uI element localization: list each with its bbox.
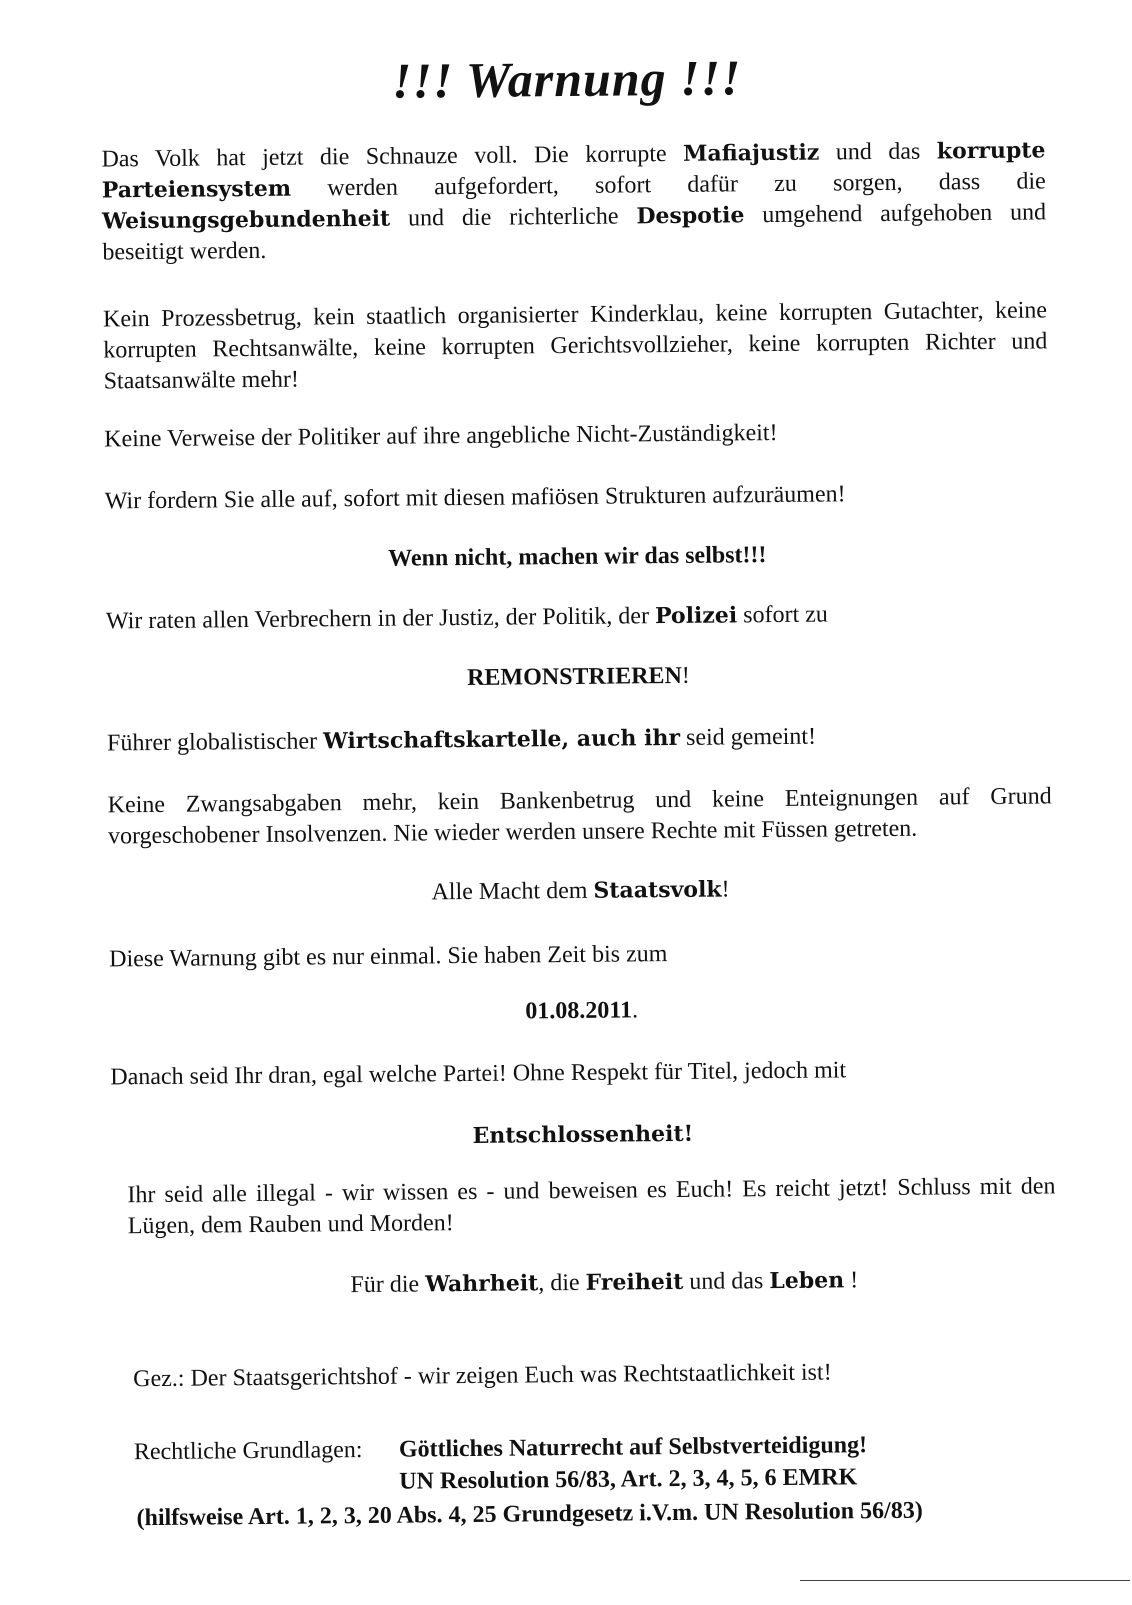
text: Für die [350,1271,426,1299]
signature-line: Gez.: Der Staatsgerichtshof - wir zeigen Euch was Rechtstaatlichkeit ist! [133,1359,832,1393]
paragraph-no-corruption: Kein Prozessbetrug, kein staatlich organisierter Kinderklau, keine korrupten Gutachter, keine korrupten Rechtsanwälte, keine korrupten Gerichtsvollzieher, keine korrupten Richter und Staatsanwälte mehr! [102,297,1048,395]
bold-text: Staatsvolk [593,876,722,904]
paragraph-deadline-intro: Diese Warnung gibt es nur einmal. Sie haben Zeit bis zum [109,941,668,973]
text: ! [681,662,690,689]
paragraph-threat [105,537,1049,577]
legal-basis-line-2: UN Resolution 56/83, Art. 2, 3, 4, 5, 6 EMRK [399,1464,858,1495]
bold-text: Wenn nicht, machen wir das selbst!!! [388,542,767,572]
footer-divider [800,1580,1130,1581]
text: Das Volk hat jetzt die Schnauze voll. Die korrupte [101,140,684,173]
paragraph-politicians: Keine Verweise der Politiker auf ihre angebliche Nicht-Zuständigkeit! [104,419,778,453]
paragraph-demand-cleanup: Wir fordern Sie alle auf, sofort mit diesen mafiösen Strukturen aufzuräumen! [104,481,846,515]
text: Alle Macht dem [431,877,594,906]
text: Führer globalistischer [106,728,324,757]
text: und das [683,1268,770,1295]
bold-text: korrupte Parteiensystem [101,137,1046,204]
deadline-date: 01.08.2011 [525,997,633,1025]
text: . [631,997,639,1024]
text: seid gemeint! [679,723,817,751]
paragraph-remonstrate [106,657,1050,697]
bold-text: Wahrheit [425,1270,539,1298]
text: und das [819,138,937,166]
bold-text: Freiheit [585,1268,684,1296]
legal-basis-line-1: Göttliches Naturrecht auf Selbstverteidigung! [398,1432,868,1463]
paragraph-power [108,871,1052,911]
text: ! [844,1267,859,1294]
paragraph-illegal: Ihr seid alle illegal - wir wissen es - und beweisen es Euch! Es reicht jetzt! Schluss mit den Lügen, dem Rauben und Morden! [127,1173,1056,1240]
bold-text: Leben [769,1267,845,1295]
paragraph-consequence: Danach seid Ihr dran, egal welche Partei! Ohne Respekt für Titel, jedoch mit [110,1057,847,1091]
legal-basis-row-3 [136,1493,1076,1534]
bold-text: Polizei [654,602,738,630]
bold-text: Entschlossenheit! [472,1120,694,1149]
bold-text: Weisungsgebundenheit [101,205,391,235]
text: ! [721,876,730,903]
bold-text: Mafiajustiz [682,139,820,167]
paragraph-determination [111,1115,1055,1155]
page-title: !!! Warnung !!! [391,49,742,109]
paragraph-cartels [107,719,1051,759]
paragraph-advice [106,597,1050,637]
legal-basis-line-3: (hilfsweise Art. 1, 2, 3, 20 Abs. 4, 25 Grundgesetz i.V.m. UN Resolution 56/83) [136,1497,923,1532]
text: sofort zu [737,601,828,629]
text: und die richterliche [390,203,637,232]
bold-text: Wirtschaftskartelle, auch ihr [322,724,681,755]
paragraph-deadline-date [110,991,1054,1031]
text: , die [538,1269,586,1297]
paragraph-slogan [132,1263,1076,1303]
bold-text: REMONSTRIEREN [467,662,682,691]
legal-basis-label: Rechtliche Grundlagen: [133,1437,363,1466]
text: werden aufgefordert, sofort dafür zu sorgen, dass die [290,168,1046,202]
paragraph-demands [101,135,1046,268]
paragraph-taxes: Keine Zwangsabgaben mehr, kein Bankenbetrug und keine Enteignungen auf Grund vorgeschobener Insolvenzen. Nie wieder werden unsere Rechte mit Füssen getreten. [107,783,1052,850]
legal-basis-spacer [134,1489,399,1492]
bold-text: Despotie [636,202,745,230]
text: Wir raten allen Verbrechern in der Justiz, der Politik, der [105,603,656,635]
text: umgehend aufgehoben und beseitigt werden. [102,199,1047,266]
